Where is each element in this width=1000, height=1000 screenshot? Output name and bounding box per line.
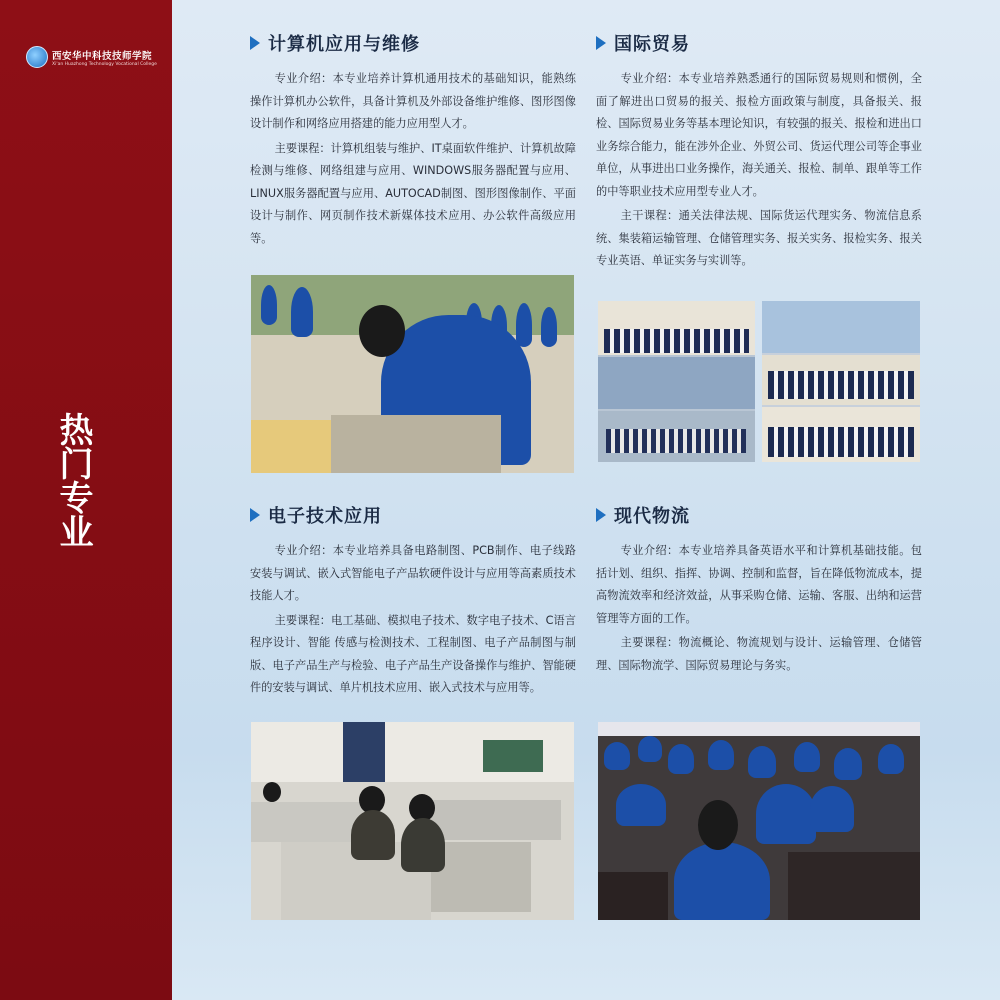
section-marker-icon bbox=[250, 508, 260, 522]
photo-electronics-lab bbox=[251, 722, 574, 920]
sidebar bbox=[0, 0, 172, 1000]
section-courses: 主干课程：通关法律法规、国际货运代理实务、物流信息系统、集装箱运输管理、仓储管理实务、报关实务、报检实务、报关专业英语、单证实务与实训等。 bbox=[596, 209, 922, 267]
school-name-cn: 西安华中科技技师学院 bbox=[52, 50, 153, 62]
section-intro: 专业介绍：本专业培养计算机通用技术的基础知识，能熟练操作计算机办公软件，具备计算机及外部设备维护维修、图形图像设计制作和网络应用搭建的能力应用型人才。 bbox=[250, 72, 576, 130]
photo-trade-collage-right bbox=[762, 301, 920, 462]
section-title: 计算机应用与维修 bbox=[268, 34, 420, 55]
school-logo bbox=[26, 46, 157, 68]
section-marker-icon bbox=[250, 36, 260, 50]
section-logistics bbox=[596, 502, 922, 679]
section-title: 电子技术应用 bbox=[268, 506, 382, 527]
photo-logistics-class bbox=[598, 722, 920, 920]
section-courses: 主要课程：物流概论、物流规划与设计、运输管理、仓储管理、国际物流学、国际贸易理论与务实。 bbox=[596, 636, 922, 672]
section-courses: 主要课程：电工基础、模拟电子技术、数字电子技术、C语言程序设计、智能 传感与检测技术、工程制图、电子产品制图与制版、电子产品生产与检验、电子产品生产设备操作与维护、智能硬件的安装与调试、单片机技术应用、嵌入式技术与应用等。 bbox=[250, 613, 576, 694]
section-intro: 专业介绍：本专业培养具备电路制图、PCB制作、电子线路安装与调试、嵌入式智能电子产品软硬件设计与应用等高素质技术技能人才。 bbox=[250, 544, 576, 602]
school-name-en: Xi'an Huazhong Technology Vocational College bbox=[52, 61, 157, 67]
section-title: 国际贸易 bbox=[614, 34, 690, 55]
section-intro: 专业介绍：本专业培养具备英语水平和计算机基础技能。包括计划、组织、指挥、协调、控制和监督，旨在降低物流成本，提高物流效率和经济效益，从事采购仓储、运输、客服、出纳和运营管理等方面的工作。 bbox=[596, 544, 922, 625]
section-courses: 主要课程：计算机组装与维护、IT桌面软件维护、计算机故障检测与维修、网络组建与应用、WINDOWS服务器配置与应用、LINUX服务器配置与应用、AUTOCAD制图、图形图像制作、平面设计与制作、网页制作技术新媒体技术应用、办公软件高级应用等。 bbox=[250, 141, 576, 245]
section-title: 现代物流 bbox=[614, 506, 690, 527]
section-marker-icon bbox=[596, 508, 606, 522]
section-computer bbox=[250, 30, 576, 252]
main-content bbox=[172, 0, 1000, 1000]
photo-trade-collage-left bbox=[598, 301, 755, 462]
school-emblem-icon bbox=[26, 46, 48, 68]
section-electronics bbox=[250, 502, 576, 702]
page-title: 热门专业 bbox=[53, 412, 93, 548]
photo-computer-lab bbox=[251, 275, 574, 473]
section-trade bbox=[596, 30, 922, 275]
section-intro: 专业介绍：本专业培养熟悉通行的国际贸易规则和惯例，全面了解进出口贸易的报关、报检方面政策与制度，具备报关、报检、国际贸易业务等基本理论知识，有较强的报关、报检和进出口业务综合能力，能在涉外企业、外贸公司、货运代理公司等企事业单位，从事进出口业务操作，海关通关、报检、制单、跟单等工作的中等职业技术应用型专业人才。 bbox=[596, 72, 922, 198]
section-marker-icon bbox=[596, 36, 606, 50]
